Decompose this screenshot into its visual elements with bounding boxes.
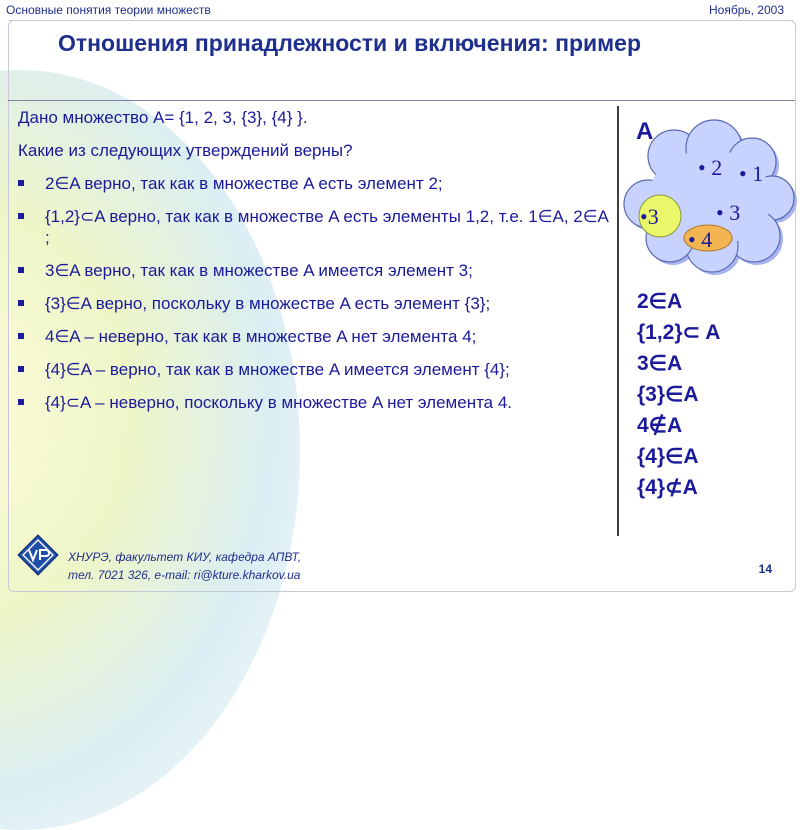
- element-set-4: • 4: [688, 227, 713, 252]
- bullet-text: 3∈A верно, так как в множестве A имеется элемент 3;: [45, 261, 473, 280]
- list-item: [18, 359, 608, 380]
- bullet-text: {4}⊂A – неверно, поскольку в множестве A нет элемента 4.: [45, 393, 513, 412]
- bullet-text: {3}∈A верно, поскольку в множестве A есть элемент {3};: [45, 294, 491, 313]
- content-block: [18, 107, 608, 425]
- page-number: 14: [758, 562, 772, 576]
- list-item: [18, 392, 608, 413]
- footer-line-2: тел. 7021 326, e-mail: ri@kture.kharkov.ua: [68, 568, 301, 582]
- statement-item: {4}∈A: [637, 445, 699, 468]
- statements-list: [637, 286, 720, 503]
- bullet-square-icon: [18, 366, 24, 372]
- column-divider: [617, 106, 619, 536]
- bullet-square-icon: [18, 399, 24, 405]
- bullet-list: [18, 173, 608, 413]
- intro-text: Дано множество A= {1, 2, 3, {3}, {4} }.: [18, 108, 308, 127]
- bullet-text: {4}∈A – верно, так как в множестве A имеется элемент {4};: [45, 360, 510, 379]
- footer-contacts: [68, 548, 301, 584]
- header-rule: [9, 20, 793, 21]
- list-item: [18, 293, 608, 314]
- statement-item: 4∉A: [637, 414, 683, 437]
- list-item: [18, 260, 608, 281]
- list-item: [18, 326, 608, 347]
- slide-title: Отношения принадлежности и включения: пример: [58, 30, 642, 56]
- element-2: • 2: [698, 155, 723, 180]
- statement-item: {4}⊄A: [637, 476, 698, 499]
- bullet-text: {1,2}⊂A верно, так как в множестве A есть элементы 1,2, т.е. 1∈A, 2∈A ;: [45, 207, 608, 247]
- bullet-square-icon: [18, 300, 24, 306]
- element-3: • 3: [716, 200, 741, 225]
- footer-line-1: ХНУРЭ, факультет КИУ, кафедра АПВТ,: [68, 550, 302, 564]
- university-logo: [16, 533, 60, 577]
- header-right: Ноябрь, 2003: [709, 3, 784, 17]
- element-1: • 1: [739, 161, 764, 186]
- bullet-square-icon: [18, 333, 24, 339]
- bullet-square-icon: [18, 267, 24, 273]
- statement-item: 2∈A: [637, 290, 683, 313]
- list-item: [18, 173, 608, 194]
- bullet-text: 2∈A верно, так как в множестве A есть элемент 2;: [45, 174, 443, 193]
- set-label: A: [636, 118, 654, 145]
- header-left: Основные понятия теории множеств: [6, 3, 211, 17]
- statement-item: {1,2}⊂ A: [637, 321, 721, 344]
- bullet-square-icon: [18, 180, 24, 186]
- logo-icon: [16, 533, 60, 577]
- bullet-text: 4∈A – неверно, так как в множестве A нет элемента 4;: [45, 327, 477, 346]
- statement-item: 3∈A: [637, 352, 683, 375]
- statement-item: {3}∈A: [637, 383, 699, 406]
- title-rule: [8, 100, 795, 101]
- list-item: [18, 206, 608, 248]
- question-text: Какие из следующих утверждений верны?: [18, 141, 353, 160]
- element-set-3: •3: [640, 204, 659, 229]
- bullet-square-icon: [18, 213, 24, 219]
